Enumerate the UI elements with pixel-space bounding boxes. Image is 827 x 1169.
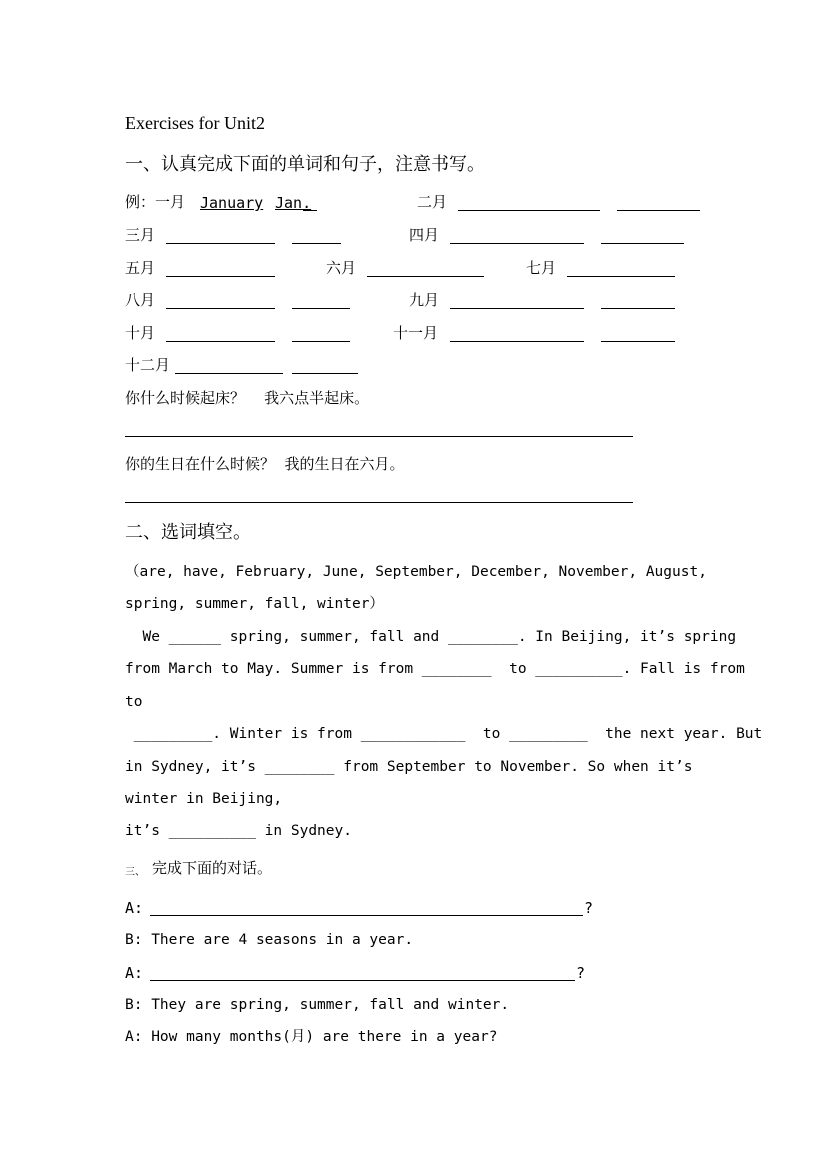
section3-number: 三、 [125,867,145,878]
dialogue-b1: B: There are 4 seasons in a year. [125,932,414,948]
word-bank-line-1: （are, have, February, June, September, December, November, August, [125,564,707,580]
word-bank-line-2: spring, summer, fall, winter） [125,596,384,612]
passage-line-3: to [125,694,143,710]
dialogue-a1-blank[interactable] [150,915,583,916]
section1-heading: 一、认真完成下面的单词和句子，注意书写。 [125,154,485,175]
dialogue-a2-qmark: ? [576,964,586,982]
month-sep-label: 九月 [409,291,440,309]
feb-abbr-blank[interactable] [617,210,700,211]
oct-abbr-blank[interactable] [292,341,350,342]
feb-full-blank[interactable] [458,210,600,211]
example-label: 例：一月 [125,193,186,211]
section2-heading: 二、选词填空。 [125,522,251,543]
answer-line-2[interactable] [125,502,633,503]
jul-blank[interactable] [567,276,675,277]
mar-full-blank[interactable] [166,243,275,244]
passage-line-2: from March to May. Summer is from ________ to __________. Fall is from [125,661,745,677]
dialogue-a1-label: A: [125,899,144,917]
month-jul-label: 七月 [526,259,557,277]
dec-abbr-blank[interactable] [292,373,358,374]
sep-abbr-blank[interactable] [601,308,675,309]
aug-abbr-blank[interactable] [292,308,350,309]
dialogue-a1-qmark: ? [584,899,594,917]
month-dec-label: 十二月 [125,356,171,374]
month-oct-label: 十月 [125,324,156,342]
month-apr-label: 四月 [409,226,440,244]
nov-abbr-blank[interactable] [601,341,675,342]
apr-abbr-blank[interactable] [601,243,684,244]
example-jan: Jan. [275,194,312,212]
dialogue-b2: B: They are spring, summer, fall and winter. [125,997,510,1013]
dialogue-a3: A: How many months(月) are there in a year? [125,1029,498,1045]
aug-full-blank[interactable] [166,308,275,309]
example-january: January [200,194,264,212]
may-blank[interactable] [166,276,275,277]
sentence-q1: 你什么时候起床？ 我六点半起床。 [125,389,370,407]
month-feb-label: 二月 [417,193,448,211]
nov-full-blank[interactable] [450,341,584,342]
month-aug-label: 八月 [125,291,156,309]
section3-heading: 完成下面的对话。 [152,859,273,877]
month-mar-label: 三月 [125,226,156,244]
passage-line-7: it’s __________ in Sydney. [125,823,352,839]
sentence-q2: 你的生日在什么时候？ 我的生日在六月。 [125,455,405,473]
passage-line-1: We ______ spring, summer, fall and ________. In Beijing, it’s spring [125,629,737,645]
example-underline [303,210,317,211]
passage-line-4: _________. Winter is from ____________ to _________ the next year. But [125,726,763,742]
sep-full-blank[interactable] [450,308,584,309]
dec-full-blank[interactable] [175,373,283,374]
month-nov-label: 十一月 [393,324,439,342]
month-jun-label: 六月 [326,259,357,277]
oct-full-blank[interactable] [166,341,275,342]
dialogue-a2-label: A: [125,964,144,982]
dialogue-a2-blank[interactable] [150,980,575,981]
apr-full-blank[interactable] [450,243,584,244]
mar-abbr-blank[interactable] [292,243,341,244]
passage-line-5: in Sydney, it’s ________ from September to November. So when it’s [125,759,693,775]
month-may-label: 五月 [125,259,156,277]
jun-blank[interactable] [367,276,484,277]
passage-line-6: winter in Beijing, [125,791,283,807]
answer-line-1[interactable] [125,436,633,437]
page-title: Exercises for Unit2 [125,113,265,133]
